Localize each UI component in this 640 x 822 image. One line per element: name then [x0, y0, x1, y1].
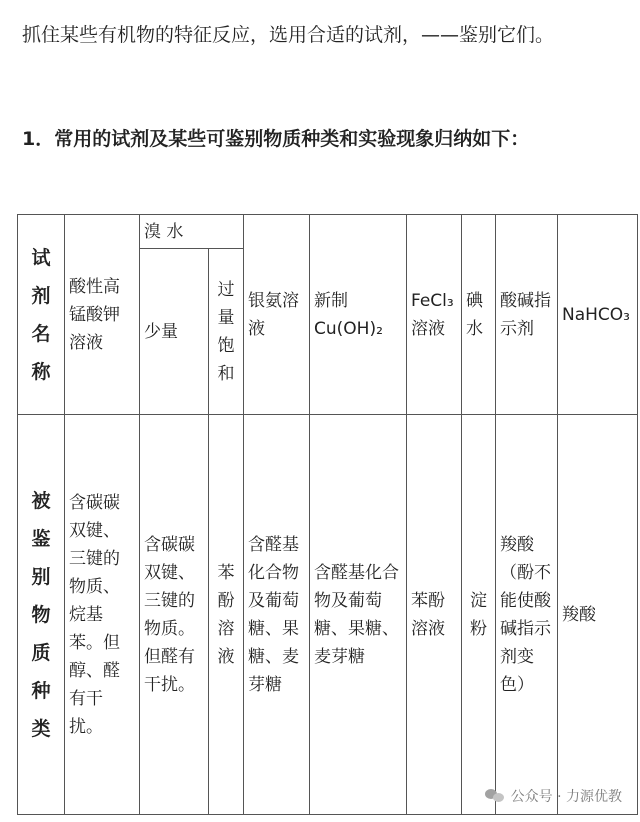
cell-fecl3: FeCl₃溶液 [407, 215, 462, 415]
row-header-reagent-name: 试剂名称 [18, 215, 65, 415]
reagent-table [17, 214, 638, 815]
watermark-text: 公众号 · 力源优教 [510, 789, 622, 805]
cell-sub-nahco3: 羧酸 [558, 415, 638, 815]
cell-sub-bromine-excess: 苯酚溶液 [209, 415, 244, 815]
cell-indicator: 酸碱指示剂 [496, 215, 558, 415]
intro-text: 抓住某些有机物的特征反应，选用合适的试剂，——鉴别它们。 [22, 24, 555, 46]
cell-sub-silver-ammonia: 含醛基化合物及葡萄糖、果糖、麦芽糖 [244, 415, 310, 815]
cell-silver-ammonia: 银氨溶液 [244, 215, 310, 415]
cell-bromine-water: 溴 水 [140, 215, 244, 249]
cell-bromine-excess: 过量饱和 [209, 249, 244, 415]
cell-iodine: 碘水 [462, 215, 496, 415]
cell-sub-indicator: 羧酸（酚不能使酸碱指示剂变色） [496, 415, 558, 815]
cell-cu-oh2: 新制Cu(OH)₂ [310, 215, 407, 415]
row-header-substance-type: 被鉴别物质种类 [18, 415, 65, 815]
section-heading: 1．常用的试剂及某些可鉴别物质种类和实验现象归纳如下： [22, 128, 530, 150]
cell-sub-fecl3: 苯酚溶液 [407, 415, 462, 815]
cell-kmno4: 酸性高锰酸钾溶液 [65, 215, 140, 415]
cell-sub-kmno4: 含碳碳双键、三键的物质、烷基苯。但醇、醛有干扰。 [65, 415, 140, 815]
cell-nahco3: NaHCO₃ [558, 215, 638, 415]
wechat-icon [485, 789, 505, 803]
cell-sub-iodine: 淀粉 [462, 415, 496, 815]
cell-bromine-small: 少量 [140, 249, 209, 415]
watermark [485, 786, 622, 806]
cell-sub-bromine-small: 含碳碳双键、三键的物质。但醛有干扰。 [140, 415, 209, 815]
cell-sub-cu-oh2: 含醛基化合物及葡萄糖、果糖、麦芽糖 [310, 415, 407, 815]
